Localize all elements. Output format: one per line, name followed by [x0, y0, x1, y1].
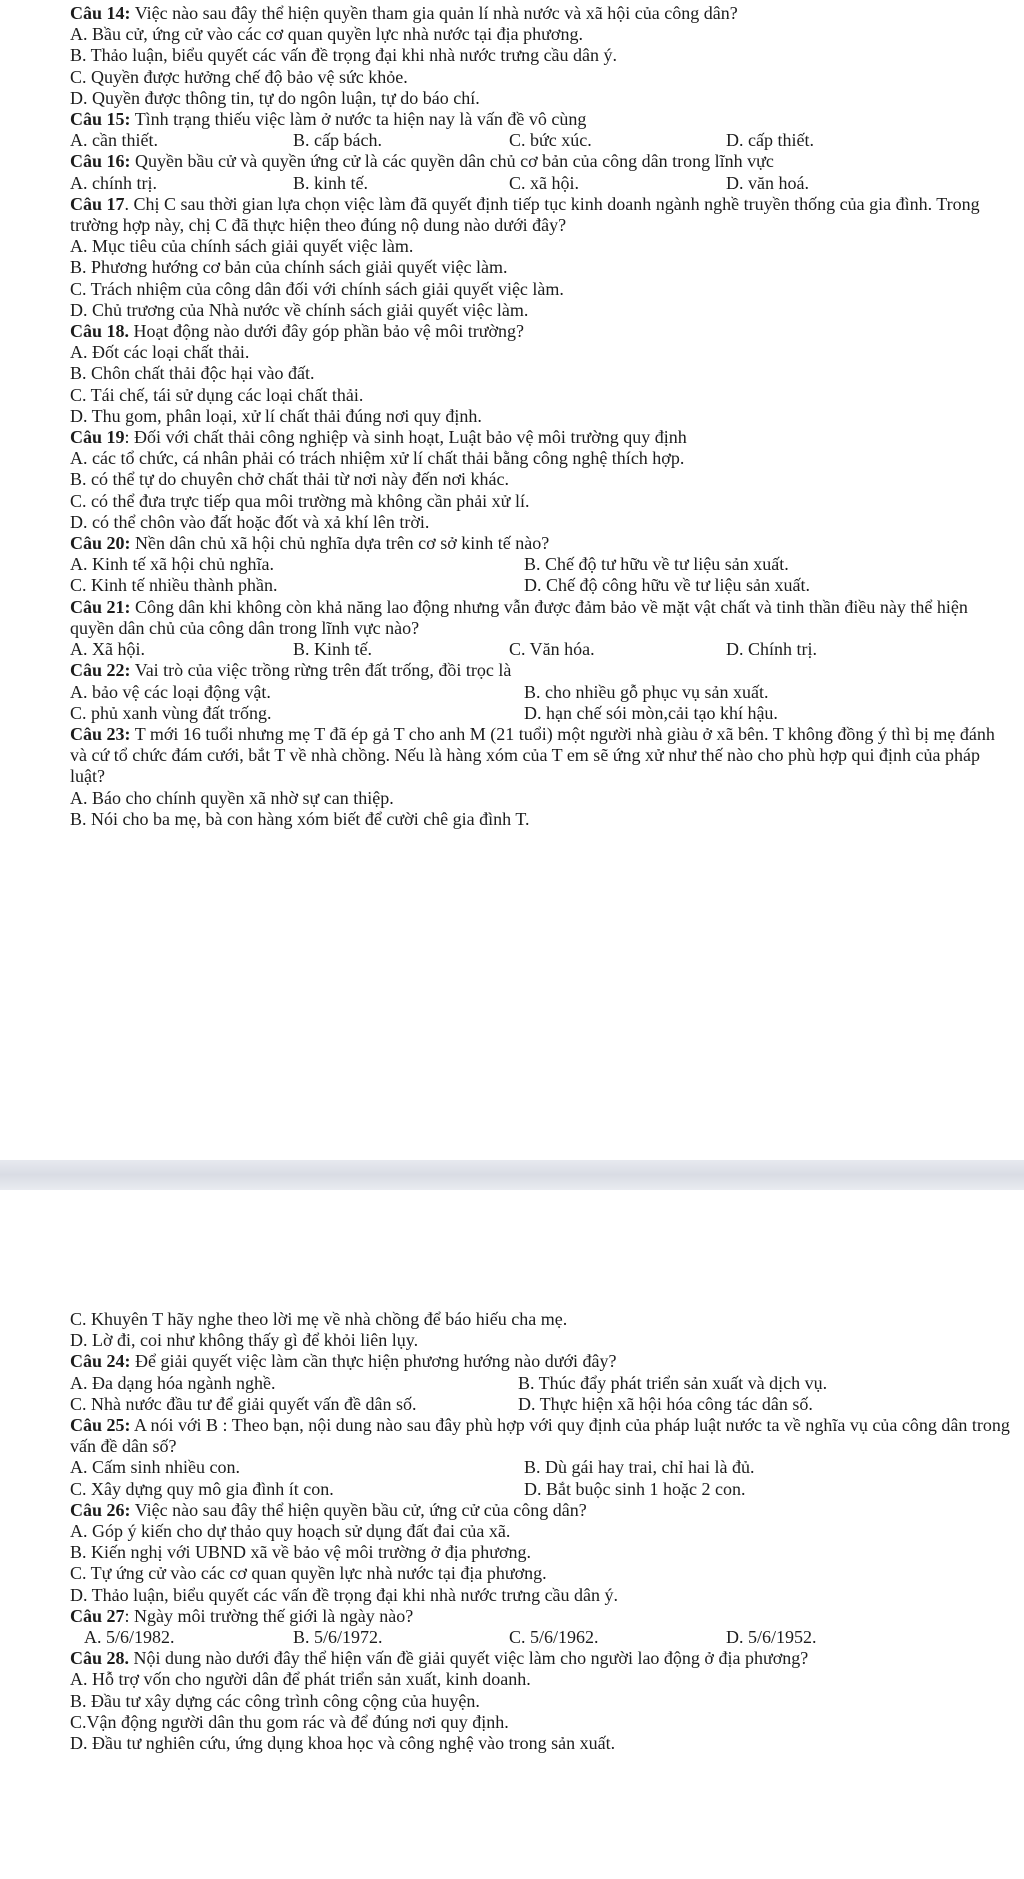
- question-label: Câu 23:: [70, 723, 131, 744]
- option-b: B. Kiến nghị với UBND xã về bảo vệ môi trường ở địa phương.: [70, 1542, 532, 1563]
- option-b: B. có thể tự do chuyên chở chất thải từ nơi này đến nơi khác.: [70, 469, 509, 490]
- question-label: Câu 21:: [70, 596, 131, 617]
- option-b: B. cấp bách.: [293, 130, 382, 151]
- option-c: C. Nhà nước đầu tư để giải quyết vấn đề dân số.: [70, 1393, 417, 1414]
- option-a: A. cần thiết.: [70, 130, 158, 151]
- option-a: A. Mục tiêu của chính sách giải quyết việc làm.: [70, 236, 414, 257]
- question-label: Câu 27: [70, 1605, 125, 1626]
- question-20: [70, 533, 1010, 554]
- question-label: Câu 28.: [70, 1648, 130, 1669]
- question-23: [70, 724, 1010, 788]
- option-c: C. Văn hóa.: [509, 639, 595, 660]
- option-d: D. Quyền được thông tin, tự do ngôn luận, tự do báo chí.: [70, 87, 480, 108]
- question-text: Nội dung nào dưới đây thể hiện vấn đề giải quyết việc làm cho người lao động ở địa phương?: [129, 1648, 809, 1669]
- option-a: A. Xã hội.: [70, 639, 145, 660]
- options-row: [70, 1627, 1010, 1648]
- option-a: A. bảo vệ các loại động vật.: [70, 681, 271, 702]
- options-row: [70, 554, 1010, 575]
- question-label: Câu 15:: [70, 109, 131, 130]
- question-14: [70, 3, 1010, 24]
- option-b: B. Nói cho ba mẹ, bà con hàng xóm biết để cười chê gia đình T.: [70, 808, 530, 829]
- options-row: [70, 173, 1010, 194]
- option-c: C. Kinh tế nhiều thành phần.: [70, 575, 278, 596]
- question-label: Câu 26:: [70, 1499, 131, 1520]
- question-21: [70, 597, 1010, 639]
- question-text: T mới 16 tuổi nhưng mẹ T đã ép gả T cho anh M (21 tuổi) một người nhà giàu ở xã bên. T không đồng ý thì bị mẹ đánh và cứ tổ chức đám cưới, bắt T về nhà chồng. Nếu là hàng xóm của T em sẽ ứng xử như thế nào cho phù hợp qui định của pháp luật?: [70, 723, 995, 787]
- question-label: Câu 20:: [70, 533, 131, 554]
- options-row: [70, 639, 1010, 660]
- option-d: D. Chế độ công hữu về tư liệu sản xuất.: [524, 575, 810, 596]
- option-b: B. Chôn chất thải độc hại vào đất.: [70, 363, 315, 384]
- option-d: D. Chủ trương của Nhà nước về chính sách giải quyết việc làm.: [70, 299, 529, 320]
- question-16: [70, 151, 1010, 172]
- option-b: B. Phương hướng cơ bản của chính sách giải quyết việc làm.: [70, 257, 508, 278]
- question-22: [70, 660, 1010, 681]
- options-row: [70, 1373, 1010, 1394]
- option-c: C. bức xúc.: [509, 130, 592, 151]
- question-text: : Ngày môi trường thế giới là ngày nào?: [124, 1605, 414, 1626]
- question-label: Câu 25:: [70, 1415, 131, 1436]
- question-text: Tình trạng thiếu việc làm ở nước ta hiện nay là vấn đề vô cùng: [130, 109, 587, 130]
- question-27: [70, 1606, 1010, 1627]
- option-b: B. kinh tế.: [293, 172, 368, 193]
- option-d: D. có thể chôn vào đất hoặc đốt và xả khí lên trời.: [70, 511, 430, 532]
- option-a: A. Đốt các loại chất thải.: [70, 342, 250, 363]
- question-text: A nói với B : Theo bạn, nội dung nào sau đây phù hợp với quy định của pháp luật nước ta về nghĩa vụ của công dân trong vấn đề dân số?: [70, 1415, 1010, 1457]
- question-label: Câu 16:: [70, 151, 131, 172]
- options-row: [70, 1457, 1010, 1478]
- question-28: [70, 1648, 1010, 1669]
- question-label: Câu 19: [70, 427, 125, 448]
- options-row: [70, 575, 1010, 596]
- question-text: Công dân khi không còn khả năng lao động nhưng vẫn được đảm bảo về mặt vật chất và tinh thần điều này thể hiện quyền dân chủ của công dân trong lĩnh vực nào?: [70, 596, 968, 638]
- lower-page: [0, 1190, 1024, 1879]
- option-c: C. phủ xanh vùng đất trống.: [70, 702, 272, 723]
- option-d: D. Bắt buộc sinh 1 hoặc 2 con.: [524, 1478, 746, 1499]
- option-d: D. văn hoá.: [726, 172, 809, 193]
- options-row: [70, 682, 1010, 703]
- option-b: B. 5/6/1972.: [293, 1627, 383, 1648]
- question-text: Nền dân chủ xã hội chủ nghĩa dựa trên cơ sở kinh tế nào?: [130, 533, 550, 554]
- option-b: B. cho nhiều gỗ phục vụ sản xuất.: [524, 681, 769, 702]
- question-text: Để giải quyết việc làm cần thực hiện phương hướng nào dưới đây?: [130, 1351, 617, 1372]
- question-15: [70, 109, 1010, 130]
- option-d: D. cấp thiết.: [726, 130, 814, 151]
- question-text: Việc nào sau đây thể hiện quyền tham gia quản lí nhà nước và xã hội của công dân?: [130, 3, 738, 23]
- option-a: A. Cấm sinh nhiều con.: [70, 1457, 240, 1478]
- options-row: [70, 130, 1010, 151]
- option-b: B. Dù gái hay trai, chỉ hai là đủ.: [524, 1457, 755, 1478]
- lower-page-content: [70, 1309, 1010, 1754]
- option-d: D. Thực hiện xã hội hóa công tác dân số.: [518, 1393, 813, 1414]
- option-a: A. Góp ý kiến cho dự thảo quy hoạch sử dụng đất đai của xã.: [70, 1521, 511, 1542]
- option-d: D. Thu gom, phân loại, xử lí chất thải đúng nơi quy định.: [70, 405, 482, 426]
- question-text: . Chị C sau thời gian lựa chọn việc làm đã quyết định tiếp tục kinh doanh ngành nghề truyền thống của gia đình. Trong trường hợp này, chị C đã thực hiện theo đúng nộ dung nào dưới đây?: [70, 193, 980, 236]
- option-b: B. Thảo luận, biểu quyết các vấn đề trọng đại khi nhà nước trưng cầu dân ý.: [70, 45, 618, 66]
- question-label: Câu 14:: [70, 3, 131, 23]
- option-c: C. xã hội.: [509, 172, 579, 193]
- option-d: D. Thảo luận, biểu quyết các vấn đề trọng đại khi nhà nước trưng cầu dân ý.: [70, 1584, 619, 1605]
- options-row: [70, 1479, 1010, 1500]
- question-24: [70, 1351, 1010, 1372]
- option-b: B. Đầu tư xây dựng các công trình công cộng của huyện.: [70, 1690, 480, 1711]
- question-19: [70, 427, 1010, 448]
- question-label: Câu 22:: [70, 660, 131, 681]
- option-d: D. Chính trị.: [726, 639, 818, 660]
- option-c: C. Khuyên T hãy nghe theo lời mẹ về nhà chồng để báo hiếu cha mẹ.: [70, 1309, 568, 1329]
- option-a: A. 5/6/1982.: [84, 1627, 175, 1648]
- option-c: C. Tái chế, tái sử dụng các loại chất thải.: [70, 384, 364, 405]
- option-c: C. 5/6/1962.: [509, 1627, 599, 1648]
- question-label: Câu 18.: [70, 321, 130, 342]
- option-a: A. các tổ chức, cá nhân phải có trách nhiệm xử lí chất thải bằng công nghệ thích hợp.: [70, 448, 685, 469]
- options-row: [70, 703, 1010, 724]
- option-a: A. Báo cho chính quyền xã nhờ sự can thiệp.: [70, 787, 394, 808]
- option-d: D. Đầu tư nghiên cứu, ứng dụng khoa học và công nghệ vào trong sản xuất.: [70, 1733, 616, 1754]
- question-text: : Đối với chất thải công nghiệp và sinh hoạt, Luật bảo vệ môi trường quy định: [124, 427, 687, 448]
- page-separator: [0, 1160, 1024, 1190]
- options-row: [70, 1394, 1010, 1415]
- question-18: [70, 321, 1010, 342]
- option-c: C.Vận động người dân thu gom rác và để đúng nơi quy định.: [70, 1711, 509, 1732]
- option-c: C. Quyền được hưởng chế độ bảo vệ sức khỏe.: [70, 66, 408, 87]
- option-c: C. Trách nhiệm của công dân đối với chính sách giải quyết việc làm.: [70, 278, 564, 299]
- question-25: [70, 1415, 1010, 1457]
- option-a: A. Đa dạng hóa ngành nghề.: [70, 1372, 276, 1393]
- question-17: [70, 194, 1010, 236]
- upper-page-content: [70, 3, 1010, 830]
- option-c: C. có thể đưa trực tiếp qua môi trường mà không cần phải xử lí.: [70, 490, 530, 511]
- question-label: Câu 17: [70, 193, 125, 214]
- option-d: D. 5/6/1952.: [726, 1627, 817, 1648]
- option-b: B. Kinh tế.: [293, 639, 372, 660]
- question-text: Việc nào sau đây thể hiện quyền bầu cử, ứng cử của công dân?: [130, 1499, 587, 1520]
- question-text: Quyền bầu cử và quyền ứng cử là các quyền dân chủ cơ bản của công dân trong lĩnh vực: [130, 151, 774, 172]
- option-a: A. Hỗ trợ vốn cho người dân để phát triển sản xuất, kinh doanh.: [70, 1669, 531, 1690]
- option-b: B. Chế độ tư hữu về tư liệu sản xuất.: [524, 554, 789, 575]
- option-a: A. chính trị.: [70, 172, 157, 193]
- question-label: Câu 24:: [70, 1351, 131, 1372]
- question-text: Hoạt động nào dưới đây góp phần bảo vệ môi trường?: [129, 321, 524, 342]
- question-text: Vai trò của việc trồng rừng trên đất trống, đồi trọc là: [130, 660, 512, 681]
- option-a: A. Bầu cử, ứng cử vào các cơ quan quyền lực nhà nước tại địa phương.: [70, 24, 583, 45]
- option-d: D. hạn chế sói mòn,cải tạo khí hậu.: [524, 702, 778, 723]
- question-26: [70, 1500, 1010, 1521]
- option-c: C. Tự ứng cử vào các cơ quan quyền lực nhà nước tại địa phương.: [70, 1563, 547, 1584]
- option-b: B. Thúc đẩy phát triển sản xuất và dịch vụ.: [518, 1372, 828, 1393]
- option-c: C. Xây dựng quy mô gia đình ít con.: [70, 1478, 334, 1499]
- option-d: D. Lờ đi, coi như không thấy gì để khỏi liên lụy.: [70, 1330, 419, 1351]
- option-a: A. Kinh tế xã hội chủ nghĩa.: [70, 554, 274, 575]
